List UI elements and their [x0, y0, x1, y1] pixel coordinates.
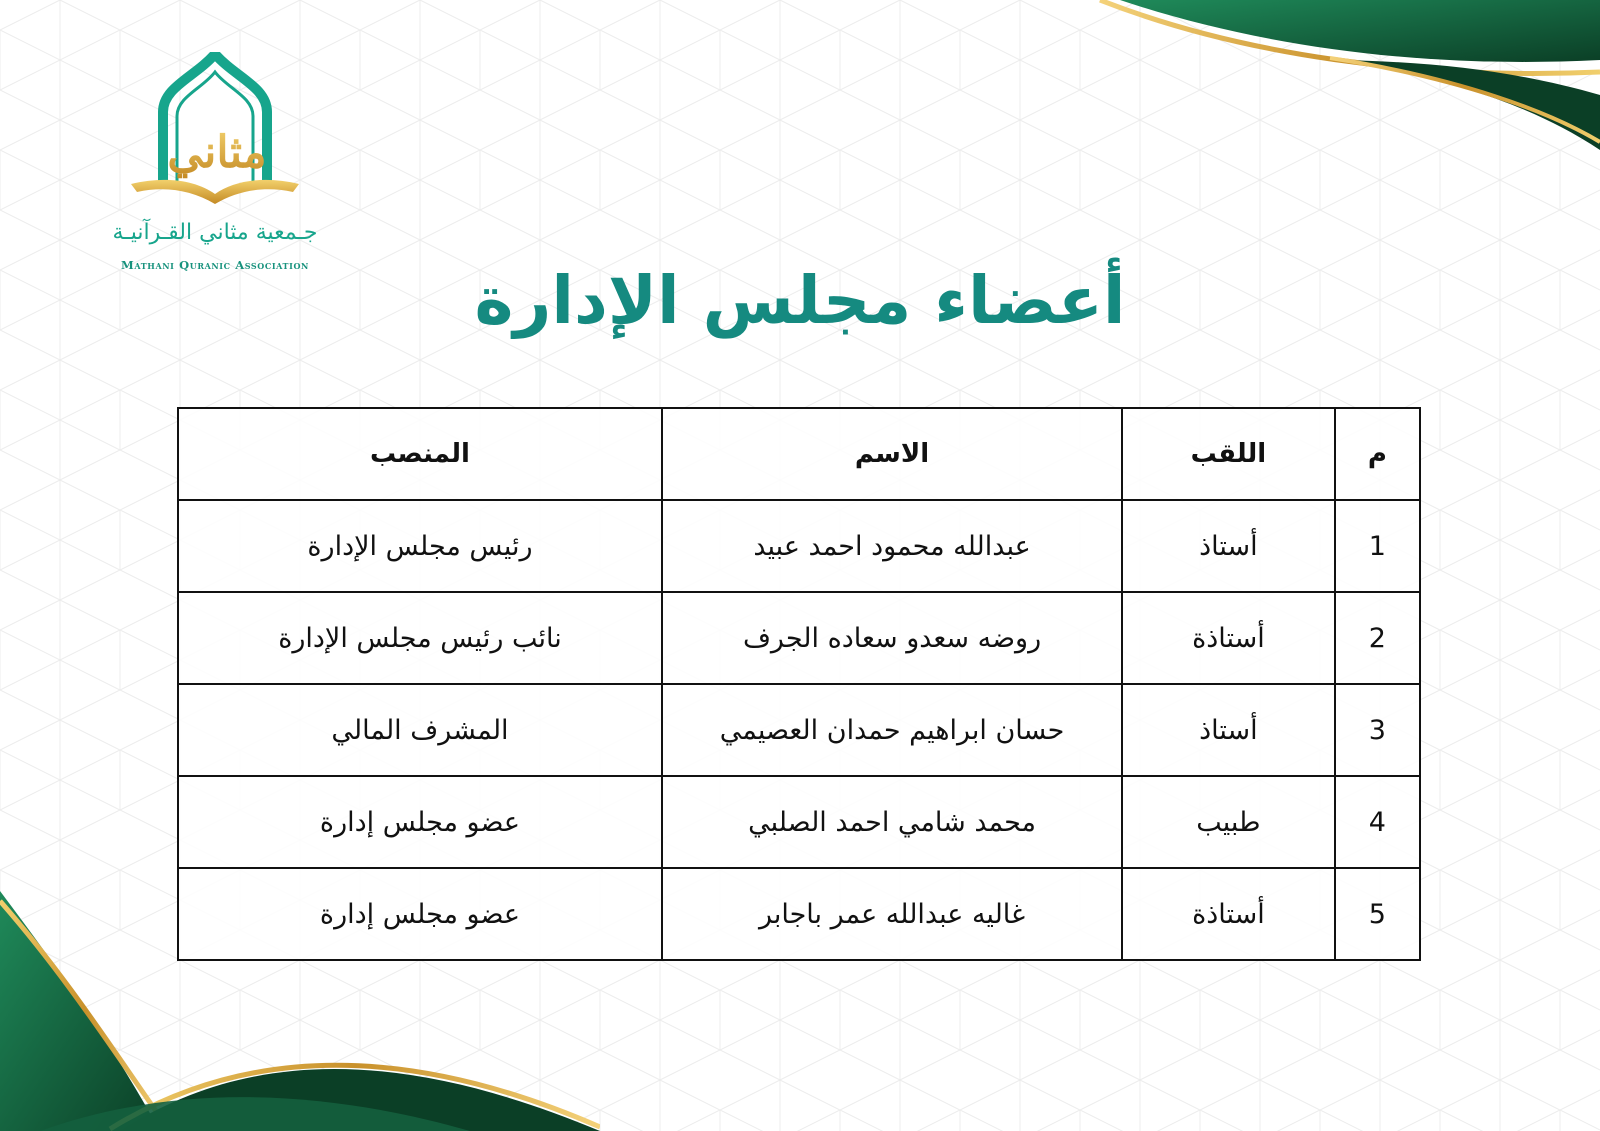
cell-number: 3 [1335, 684, 1420, 776]
cell-position: رئيس مجلس الإدارة [178, 500, 662, 592]
mosque-book-emblem-icon [125, 52, 305, 212]
cell-name: روضه سعدو سعاده الجرف [662, 592, 1122, 684]
cell-name: غاليه عبدالله عمر باجابر [662, 868, 1122, 960]
table-header-row [178, 408, 1420, 500]
cell-title: أستاذة [1122, 592, 1335, 684]
cell-position: المشرف المالي [178, 684, 662, 776]
association-name-english: Mathani Quranic Association [121, 258, 309, 272]
cell-number: 4 [1335, 776, 1420, 868]
table-row [178, 868, 1420, 960]
cell-title: أستاذة [1122, 868, 1335, 960]
table-row [178, 776, 1420, 868]
cell-position: عضو مجلس إدارة [178, 868, 662, 960]
association-logo [80, 52, 350, 282]
table-row [178, 684, 1420, 776]
svg-text:مثاني: مثاني [167, 127, 267, 178]
board-members-table [177, 407, 1421, 961]
header-number: م [1335, 408, 1420, 500]
header-name: الاسم [662, 408, 1122, 500]
cell-number: 1 [1335, 500, 1420, 592]
cell-position: نائب رئيس مجلس الإدارة [178, 592, 662, 684]
decorative-swoosh-top-right [1040, 0, 1600, 150]
cell-name: عبدالله محمود احمد عبيد [662, 500, 1122, 592]
cell-position: عضو مجلس إدارة [178, 776, 662, 868]
cell-name: محمد شامي احمد الصلبي [662, 776, 1122, 868]
table-row [178, 500, 1420, 592]
page-title: أعضاء مجلس الإدارة [474, 262, 1126, 339]
header-title: اللقب [1122, 408, 1335, 500]
cell-name: حسان ابراهيم حمدان العصيمي [662, 684, 1122, 776]
association-name-arabic: جـمعية مثاني القـرآنيـة [112, 220, 318, 245]
cell-title: أستاذ [1122, 684, 1335, 776]
cell-title: طبيب [1122, 776, 1335, 868]
cell-title: أستاذ [1122, 500, 1335, 592]
cell-number: 2 [1335, 592, 1420, 684]
cell-number: 5 [1335, 868, 1420, 960]
header-position: المنصب [178, 408, 662, 500]
table-row [178, 592, 1420, 684]
